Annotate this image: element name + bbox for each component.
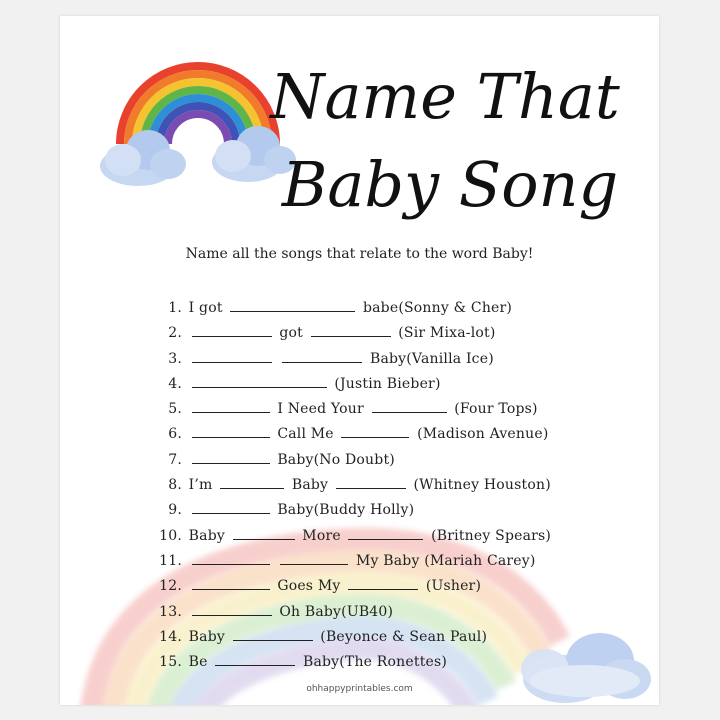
item-number: 7. bbox=[168, 451, 182, 468]
item-text: Baby bbox=[188, 527, 225, 544]
list-item bbox=[152, 473, 652, 498]
answer-blank bbox=[192, 322, 272, 337]
list-item bbox=[152, 372, 652, 397]
item-text: Call Me bbox=[277, 426, 334, 443]
answer-blank bbox=[192, 373, 327, 388]
item-text: (Sir Mixa-lot) bbox=[398, 325, 496, 342]
item-number: 2. bbox=[168, 325, 182, 342]
list-item bbox=[152, 524, 652, 549]
item-text: (Britney Spears) bbox=[431, 527, 552, 544]
item-text: (Beyonce & Sean Paul) bbox=[320, 628, 488, 645]
instructions: Name all the songs that relate to the word Baby! bbox=[185, 246, 534, 262]
answer-blank bbox=[192, 601, 272, 616]
title-line-1: Name That bbox=[270, 60, 620, 133]
list-item bbox=[152, 600, 652, 625]
title-line-2: Baby Song bbox=[281, 148, 619, 221]
item-text: More bbox=[302, 527, 341, 544]
answer-blank bbox=[215, 651, 295, 666]
answer-blank bbox=[233, 525, 295, 540]
answer-blank bbox=[230, 297, 355, 312]
answer-blank bbox=[282, 348, 362, 363]
list-item bbox=[152, 422, 652, 447]
answer-blank bbox=[280, 550, 348, 565]
item-text: (Whitney Houston) bbox=[413, 477, 551, 494]
item-text: I’m bbox=[188, 477, 213, 494]
list-item bbox=[152, 296, 652, 321]
answer-blank bbox=[192, 449, 270, 464]
item-number: 6. bbox=[168, 426, 182, 443]
item-text: My Baby (Mariah Carey) bbox=[355, 552, 536, 569]
answer-blank bbox=[341, 423, 409, 438]
page-title bbox=[260, 46, 620, 246]
item-text: Baby(Vanilla Ice) bbox=[369, 350, 494, 367]
item-number: 4. bbox=[168, 375, 182, 392]
item-text: (Madison Avenue) bbox=[417, 426, 549, 443]
item-text: I got bbox=[188, 300, 223, 316]
item-text: Baby(The Ronettes) bbox=[302, 654, 448, 671]
item-text: Baby bbox=[291, 477, 329, 494]
printable-sheet bbox=[60, 16, 659, 705]
website-footer: ohhappyprintables.com bbox=[306, 684, 413, 694]
answer-blank bbox=[192, 348, 272, 363]
list-item bbox=[152, 574, 652, 599]
song-list bbox=[152, 296, 652, 675]
list-item bbox=[152, 650, 652, 675]
answer-blank bbox=[372, 398, 447, 413]
item-text: (Four Tops) bbox=[454, 401, 538, 418]
item-text: Baby(No Doubt) bbox=[277, 451, 395, 468]
list-item bbox=[152, 347, 652, 372]
list-item bbox=[152, 321, 652, 346]
item-number: 1. bbox=[168, 300, 182, 316]
item-number: 15. bbox=[159, 654, 182, 671]
item-number: 3. bbox=[168, 350, 182, 367]
item-text: Baby bbox=[188, 628, 225, 645]
answer-blank bbox=[311, 322, 391, 337]
item-text: Baby(Buddy Holly) bbox=[277, 502, 415, 519]
item-number: 5. bbox=[168, 401, 182, 418]
list-item bbox=[152, 498, 652, 523]
item-number: 8. bbox=[168, 477, 182, 494]
item-text: (Usher) bbox=[425, 578, 482, 595]
item-number: 13. bbox=[159, 603, 182, 620]
item-text: (Justin Bieber) bbox=[334, 375, 441, 392]
item-number: 11. bbox=[159, 552, 182, 569]
item-number: 12. bbox=[159, 578, 182, 595]
item-number: 14. bbox=[159, 628, 182, 645]
answer-blank bbox=[348, 575, 418, 590]
answer-blank bbox=[220, 474, 284, 489]
item-text: Goes My bbox=[277, 578, 341, 595]
answer-blank bbox=[192, 550, 270, 565]
answer-blank bbox=[233, 626, 313, 641]
top-left-cloud bbox=[100, 130, 186, 186]
list-item bbox=[152, 448, 652, 473]
item-text: Oh Baby(UB40) bbox=[279, 603, 394, 620]
list-item bbox=[152, 625, 652, 650]
answer-blank bbox=[348, 525, 423, 540]
item-number: 9. bbox=[168, 502, 182, 519]
answer-blank bbox=[192, 398, 270, 413]
list-item bbox=[152, 549, 652, 574]
list-item bbox=[152, 397, 652, 422]
item-text: babe(Sonny & Cher) bbox=[362, 300, 513, 316]
answer-blank bbox=[192, 575, 270, 590]
item-text: I Need Your bbox=[277, 401, 364, 418]
answer-blank bbox=[336, 474, 406, 489]
item-text: Be bbox=[188, 654, 208, 671]
answer-blank bbox=[192, 423, 270, 438]
item-text: got bbox=[279, 325, 303, 342]
item-number: 10. bbox=[159, 527, 182, 544]
answer-blank bbox=[192, 499, 270, 514]
